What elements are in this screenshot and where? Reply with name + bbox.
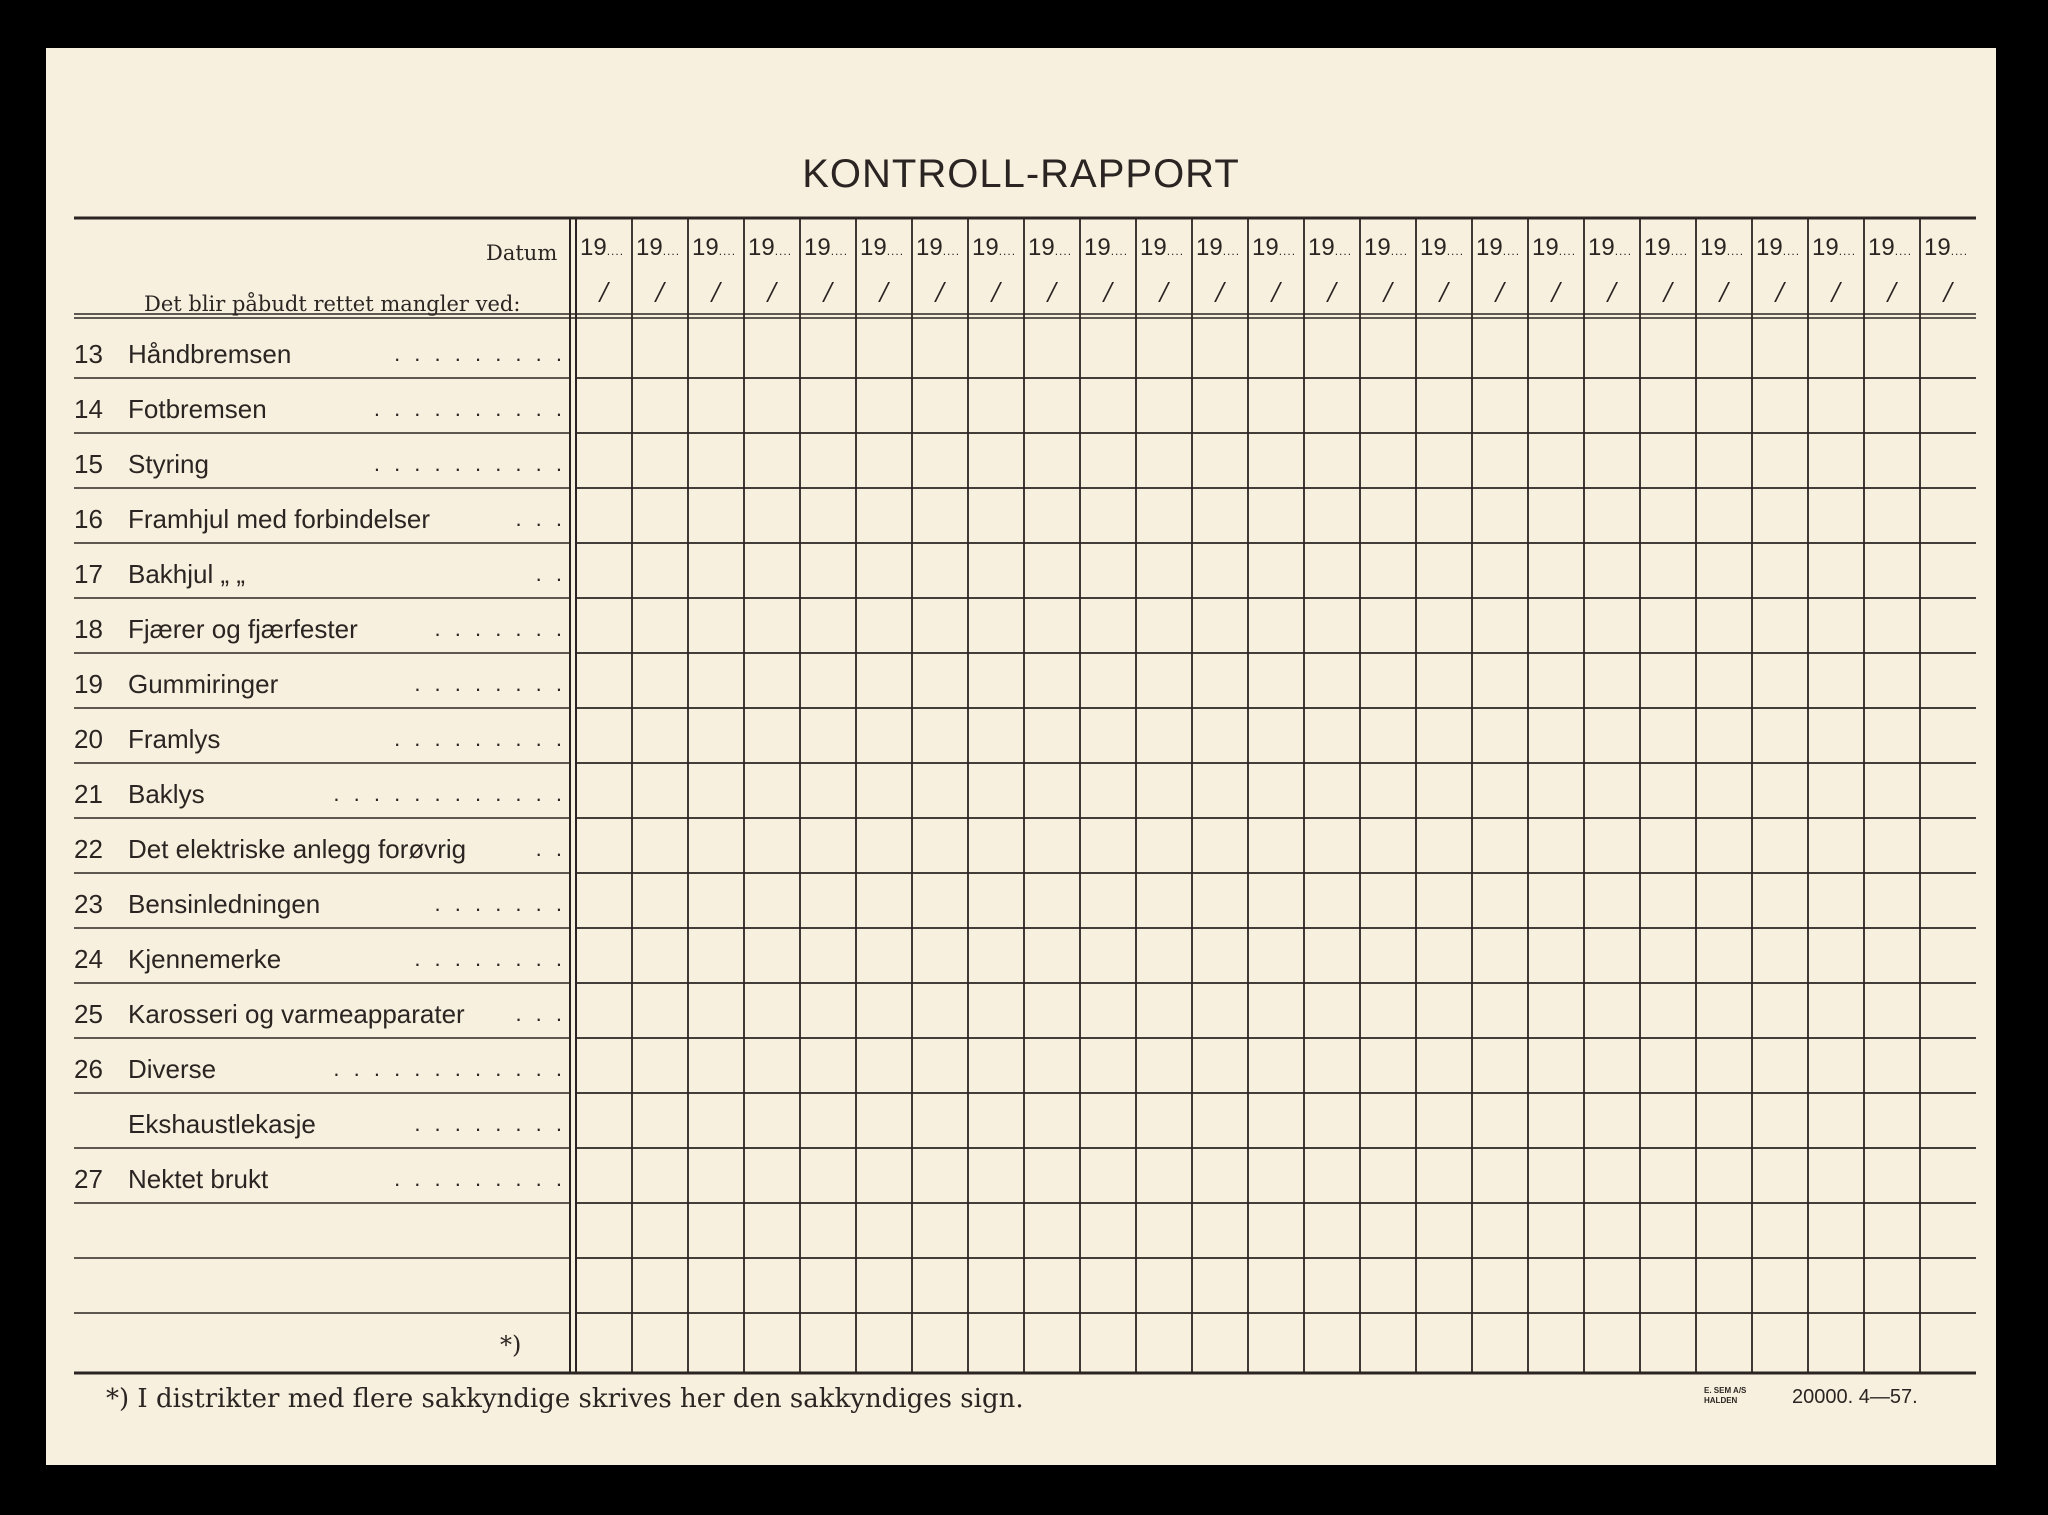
row-label: Bensinledningen	[128, 889, 321, 919]
year-prefix	[1196, 234, 1240, 262]
row-leader-dots: . . . . . . . . .	[394, 341, 566, 366]
year-fill-dots: ....	[1222, 244, 1241, 258]
year-fill-dots: ....	[718, 244, 737, 258]
row-leader-dots: . .	[535, 561, 566, 586]
year-text: 19	[1868, 234, 1895, 261]
date-slash: /	[1160, 278, 1169, 306]
row-leader-dots: . .	[535, 836, 566, 861]
year-fill-dots: ....	[1838, 244, 1857, 258]
row-leader-dots: . . . . . . . . . . . .	[333, 1056, 566, 1081]
year-fill-dots: ....	[1334, 244, 1353, 258]
printer-city: HALDEN	[1704, 1396, 1738, 1405]
date-slash: /	[1328, 278, 1337, 306]
row-number: 23	[74, 889, 103, 919]
year-text: 19	[1476, 234, 1503, 261]
row-number: 18	[74, 614, 103, 644]
row-number: 14	[74, 394, 103, 424]
year-text: 19	[860, 234, 887, 261]
date-slash: /	[1496, 278, 1505, 306]
year-prefix	[1532, 234, 1576, 262]
year-prefix	[580, 234, 624, 262]
date-slash: /	[936, 278, 945, 306]
signature-marker: *)	[500, 1331, 522, 1359]
row-label: Styring	[128, 449, 209, 479]
row-number: 22	[74, 834, 103, 864]
year-text: 19	[692, 234, 719, 261]
row-label: Fjærer og fjærfester	[128, 614, 358, 644]
year-fill-dots: ....	[774, 244, 793, 258]
row-label: Det elektriske anlegg forøvrig	[128, 834, 467, 864]
year-fill-dots: ....	[1614, 244, 1633, 258]
row-leader-dots: . . .	[515, 506, 566, 531]
date-slash: /	[1776, 278, 1785, 306]
year-fill-dots: ....	[886, 244, 905, 258]
year-text: 19	[1588, 234, 1615, 261]
year-text: 19	[916, 234, 943, 261]
year-text: 19	[1644, 234, 1671, 261]
row-label: Håndbremsen	[128, 339, 292, 369]
row-number: 20	[74, 724, 103, 754]
date-slash: /	[1048, 278, 1057, 306]
year-prefix	[972, 234, 1016, 262]
date-slash: /	[1440, 278, 1449, 306]
row-number: 21	[74, 779, 103, 809]
year-text: 19	[1924, 234, 1951, 261]
row-number: 27	[74, 1164, 103, 1194]
year-prefix	[1644, 234, 1688, 262]
footnote: *) I distrikter med flere sakkyndige skrives her den sakkyndiges sign.	[106, 1384, 1024, 1414]
row-label: Framhjul med forbindelser	[128, 504, 431, 534]
row-label: Bakhjul „ „	[128, 559, 246, 589]
date-slash: /	[1552, 278, 1561, 306]
year-fill-dots: ....	[942, 244, 961, 258]
print-info: 20000. 4—57.	[1792, 1386, 1918, 1408]
year-text: 19	[1700, 234, 1727, 261]
row-leader-dots: . . .	[515, 1001, 566, 1026]
date-slash: /	[1384, 278, 1393, 306]
row-label: Baklys	[128, 779, 205, 809]
year-text: 19	[972, 234, 999, 261]
year-prefix	[1588, 234, 1632, 262]
date-slash: /	[1832, 278, 1841, 306]
year-prefix	[1308, 234, 1352, 262]
year-prefix	[748, 234, 792, 262]
year-fill-dots: ....	[1502, 244, 1521, 258]
row-label: Kjennemerke	[128, 944, 282, 974]
row-number: 25	[74, 999, 103, 1029]
year-text: 19	[1084, 234, 1111, 261]
report-card	[46, 48, 1996, 1465]
row-number: 26	[74, 1054, 103, 1084]
row-leader-dots: . . . . . . . .	[414, 1111, 566, 1136]
row-leader-dots: . . . . . . .	[434, 616, 566, 641]
row-label: Diverse	[128, 1054, 217, 1084]
year-text: 19	[1420, 234, 1447, 261]
date-slash: /	[656, 278, 665, 306]
year-fill-dots: ....	[998, 244, 1017, 258]
year-fill-dots: ....	[1558, 244, 1577, 258]
year-prefix	[804, 234, 848, 262]
date-slash: /	[600, 278, 609, 306]
row-label: Ekshaustlekasje	[128, 1109, 316, 1139]
date-slash: /	[1216, 278, 1225, 306]
year-text: 19	[1532, 234, 1559, 261]
row-number: 19	[74, 669, 103, 699]
row-number: 15	[74, 449, 103, 479]
date-slash: /	[712, 278, 721, 306]
year-prefix	[1028, 234, 1072, 262]
year-prefix	[1364, 234, 1408, 262]
year-fill-dots: ....	[1390, 244, 1409, 258]
year-fill-dots: ....	[1110, 244, 1129, 258]
year-text: 19	[1028, 234, 1055, 261]
date-slash: /	[1272, 278, 1281, 306]
printer-name: E. SEM A/S	[1704, 1386, 1747, 1395]
row-number: 17	[74, 559, 103, 589]
row-leader-dots: . . . . . . . . . . . .	[333, 781, 566, 806]
year-fill-dots: ....	[1446, 244, 1465, 258]
instruction-label: Det blir påbudt rettet mangler ved:	[144, 292, 521, 316]
row-leader-dots: . . . . . . . .	[414, 671, 566, 696]
year-text: 19	[580, 234, 607, 261]
year-prefix	[1700, 234, 1744, 262]
row-label: Gummiringer	[128, 669, 279, 699]
row-number: 13	[74, 339, 103, 369]
row-leader-dots: . . . . . . . .	[414, 946, 566, 971]
date-slash: /	[1664, 278, 1673, 306]
date-slash: /	[1720, 278, 1729, 306]
year-prefix	[916, 234, 960, 262]
year-fill-dots: ....	[1726, 244, 1745, 258]
year-fill-dots: ....	[662, 244, 681, 258]
year-text: 19	[1252, 234, 1279, 261]
datum-label: Datum	[486, 241, 558, 265]
year-fill-dots: ....	[1670, 244, 1689, 258]
year-text: 19	[804, 234, 831, 261]
year-text: 19	[1308, 234, 1335, 261]
row-leader-dots: . . . . . . . . . .	[373, 451, 566, 476]
year-text: 19	[1140, 234, 1167, 261]
year-fill-dots: ....	[1166, 244, 1185, 258]
row-label: Nektet brukt	[128, 1164, 269, 1194]
year-prefix	[1140, 234, 1184, 262]
year-prefix	[1476, 234, 1520, 262]
year-fill-dots: ....	[1278, 244, 1297, 258]
year-prefix	[860, 234, 904, 262]
date-slash: /	[1104, 278, 1113, 306]
year-prefix	[1252, 234, 1296, 262]
year-fill-dots: ....	[1782, 244, 1801, 258]
year-prefix	[1420, 234, 1464, 262]
year-fill-dots: ....	[1054, 244, 1073, 258]
year-text: 19	[1364, 234, 1391, 261]
year-prefix	[692, 234, 736, 262]
year-fill-dots: ....	[606, 244, 625, 258]
date-slash: /	[992, 278, 1001, 306]
row-label: Framlys	[128, 724, 221, 754]
date-slash: /	[768, 278, 777, 306]
year-text: 19	[1756, 234, 1783, 261]
date-slash: /	[880, 278, 889, 306]
year-prefix	[1812, 234, 1856, 262]
year-prefix	[1868, 234, 1912, 262]
year-text: 19	[1812, 234, 1839, 261]
year-prefix	[1756, 234, 1800, 262]
year-prefix	[636, 234, 680, 262]
row-leader-dots: . . . . . . . . .	[394, 726, 566, 751]
row-leader-dots: . . . . . . . . .	[394, 1166, 566, 1191]
page-title: KONTROLL-RAPPORT	[802, 152, 1240, 196]
row-number: 24	[74, 944, 103, 974]
date-slash: /	[1608, 278, 1617, 306]
year-fill-dots: ....	[830, 244, 849, 258]
printer-mark	[1704, 1386, 1746, 1406]
date-slash: /	[1888, 278, 1897, 306]
row-leader-dots: . . . . . . . . . .	[373, 396, 566, 421]
row-number: 16	[74, 504, 103, 534]
row-label: Karosseri og varmeapparater	[128, 999, 465, 1029]
year-text: 19	[748, 234, 775, 261]
year-prefix	[1084, 234, 1128, 262]
row-leader-dots: . . . . . . .	[434, 891, 566, 916]
year-fill-dots: ....	[1950, 244, 1969, 258]
date-slash: /	[824, 278, 833, 306]
row-label: Fotbremsen	[128, 394, 267, 424]
year-prefix	[1924, 234, 1968, 262]
year-fill-dots: ....	[1894, 244, 1913, 258]
date-slash: /	[1944, 278, 1953, 306]
year-text: 19	[636, 234, 663, 261]
year-text: 19	[1196, 234, 1223, 261]
